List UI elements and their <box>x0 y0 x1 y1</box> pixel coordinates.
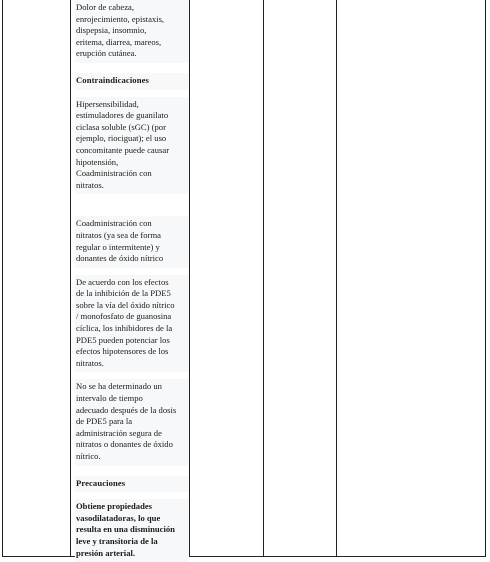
nitrates-text: Coadministración con nitratos (ya sea de forma regular o intermitente) y donantes de óxido nítrico <box>76 218 164 264</box>
adverse-effects-block <box>75 0 189 63</box>
pde5-text: De acuerdo con los efectos de la inhibición de la PDE5 sobre la vía del óxido nítrico / monofosfato de guanosina cíclica, los inhibidores de la PDE5 pueden potenciar los efectos hipotensores de los nitratos. <box>76 276 175 368</box>
precautions-text: Obtiene propiedades vasodilatadoras, lo que resulta en una disminución leve y transitoria de la presión arterial. <box>76 501 175 558</box>
column-divider-3 <box>263 0 264 556</box>
document-table <box>2 0 486 557</box>
interval-block <box>75 379 189 465</box>
contraindications-heading: Contraindicaciones <box>76 74 149 85</box>
column-divider-1 <box>70 0 71 556</box>
column-divider-2 <box>189 0 190 556</box>
column-divider-4 <box>336 0 337 556</box>
contraindications-block <box>75 97 189 195</box>
nitrates-block <box>75 216 189 267</box>
precautions-heading: Precauciones <box>76 477 126 488</box>
drug-info-cell <box>75 0 189 562</box>
precautions-heading-block <box>75 476 189 493</box>
adverse-effects-text: Dolor de cabeza, enrojecimiento, epistaxis, dispepsia, insomnio, eritema, diarrea, mareos, erupción cutánea. <box>76 2 165 59</box>
contraindications-heading-block <box>75 73 189 90</box>
interval-text: No se ha determinado un intervalo de tiempo adecuado después de la dosis de PDE5 para la administración segura de nitratos o donantes de óxido nítrico. <box>76 381 177 461</box>
contraindications-text: Hipersensibilidad, estimuladores de guanilato ciclasa soluble (sGC) (por ejemplo, riociguat); el uso concomitante puede causar hipotensión, Coadministración con nitratos. <box>76 98 170 190</box>
precautions-block <box>75 499 189 562</box>
pde5-block <box>75 275 189 373</box>
